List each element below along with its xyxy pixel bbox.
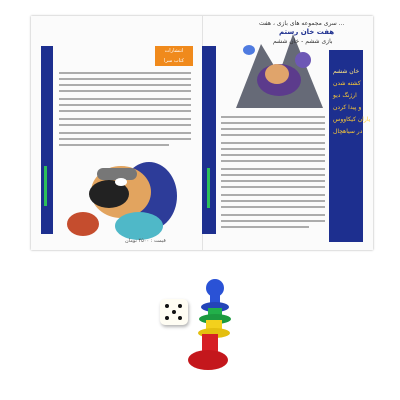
menu-item-1: خان ششم <box>333 68 360 75</box>
logo-line-2: کتاب سرا <box>163 58 185 64</box>
menu-item-4: و پیدا کردن <box>333 104 362 111</box>
left-green-line <box>44 166 47 206</box>
text-line <box>59 98 191 100</box>
text-line <box>59 110 191 112</box>
text-line <box>221 142 325 144</box>
text-line <box>221 122 325 124</box>
menu-item-5: یاران کیکاووس <box>333 116 371 123</box>
text-line <box>221 200 325 202</box>
text-line <box>59 132 191 134</box>
text-line <box>59 84 191 86</box>
game-board <box>31 16 373 250</box>
text-line <box>59 78 191 80</box>
menu-item-3: ارژنگ دیو <box>333 92 357 99</box>
left-blue-strip <box>41 46 53 234</box>
price-footer: قیمت : ۴۵۰۰ تومان <box>125 238 166 244</box>
text-line <box>221 148 325 150</box>
text-line <box>59 104 191 106</box>
text-line <box>221 186 325 188</box>
stacked-pawns <box>180 272 250 382</box>
series-header: سری مجموعه های بازی ، هفت ... <box>259 20 345 27</box>
book-title: هفت خان رستم <box>279 28 335 36</box>
warrior-illustration <box>61 152 191 244</box>
text-line <box>59 138 191 140</box>
text-line <box>221 160 325 162</box>
text-line <box>59 90 191 92</box>
text-line <box>59 118 191 120</box>
text-line <box>221 226 309 228</box>
text-line <box>221 154 325 156</box>
text-line <box>221 206 325 208</box>
menu-item-2: کشته شدن <box>333 80 361 87</box>
text-line <box>59 72 191 74</box>
text-line <box>221 134 325 136</box>
book-subtitle: بازی ششم - خان ششم <box>273 38 333 45</box>
text-line <box>221 116 325 118</box>
menu-item-6: در سیاهچال <box>333 128 363 135</box>
text-line <box>221 174 325 176</box>
text-line <box>221 168 325 170</box>
right-menu-panel <box>329 50 363 242</box>
publisher-logo <box>155 46 193 66</box>
text-line <box>221 214 325 216</box>
text-line <box>221 220 325 222</box>
text-line <box>221 180 325 182</box>
logo-line-1: انتشارات <box>164 48 184 54</box>
middle-green-line <box>207 168 210 208</box>
text-line <box>59 144 169 146</box>
text-line <box>221 194 325 196</box>
text-line <box>59 124 191 126</box>
text-line <box>221 128 325 130</box>
